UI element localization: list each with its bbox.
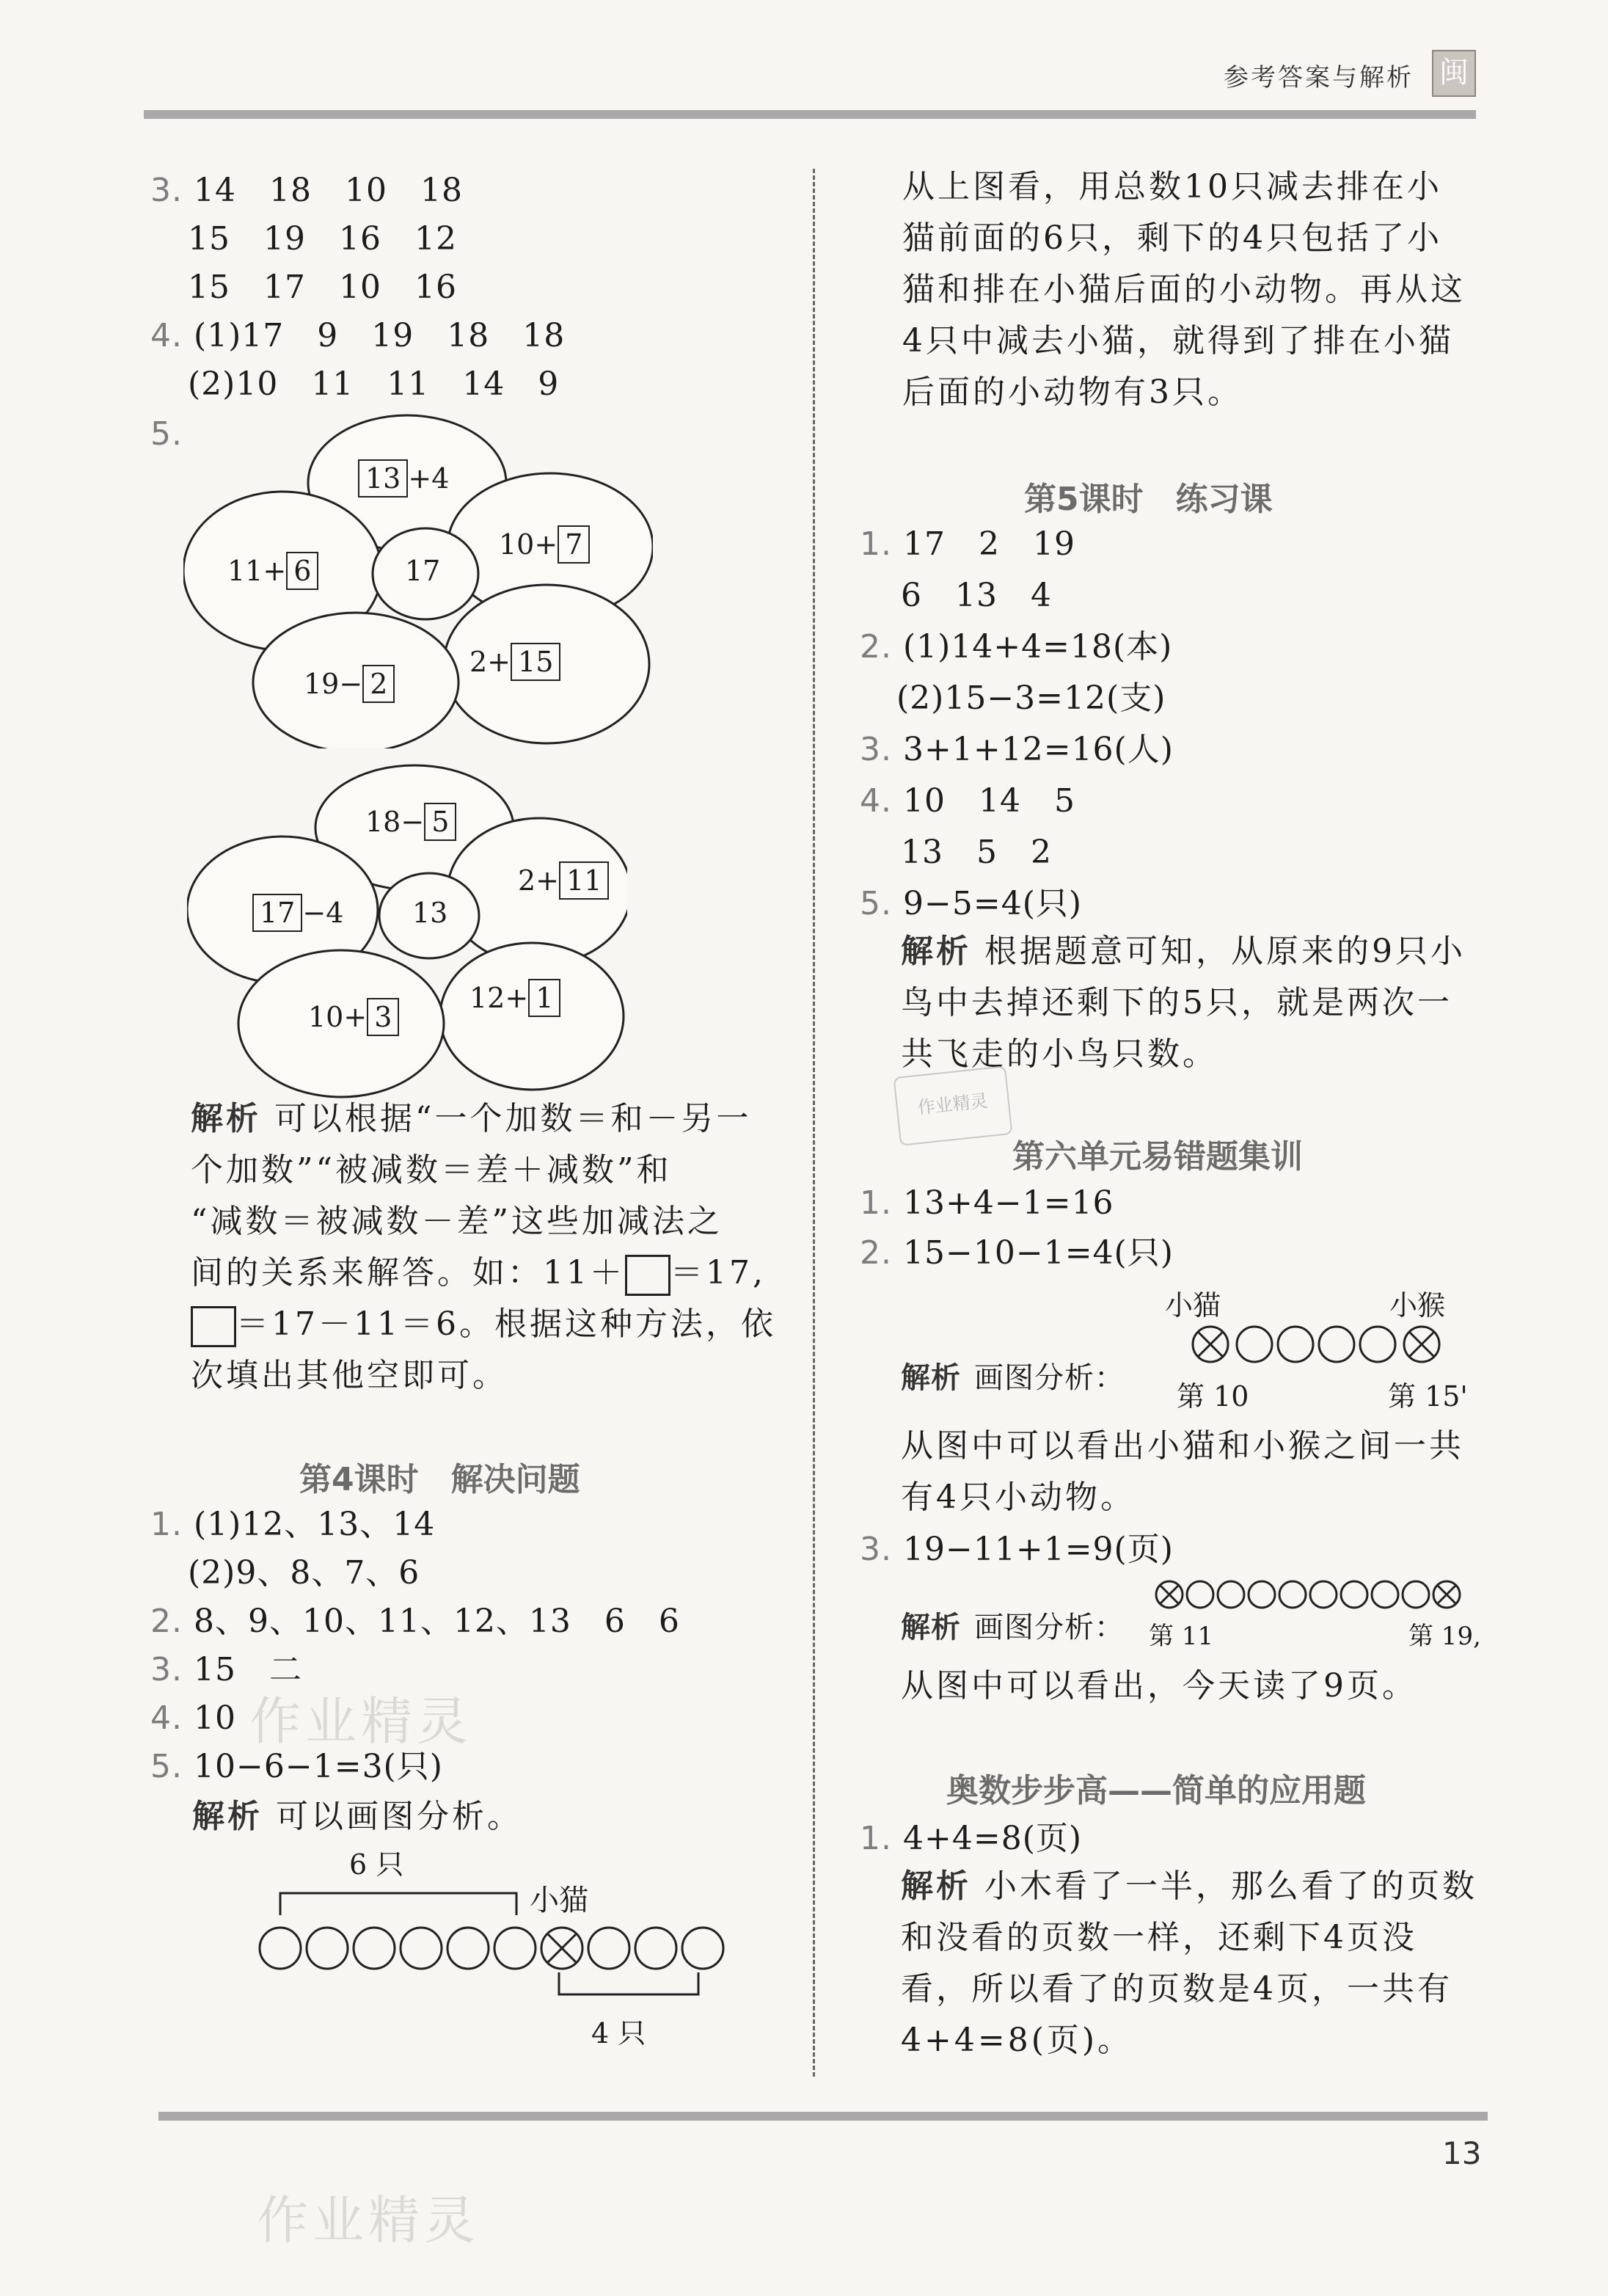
page-circle [1249, 1581, 1275, 1608]
flower2-top-prefix: 18− [365, 806, 425, 838]
blank-box [625, 1255, 670, 1296]
flower1-left-prefix: 11+ [227, 555, 287, 587]
s5-q1-row2: 6 13 4 [901, 577, 1052, 614]
analysis-3-line1: 解析 根据题意可知，从原来的9只小 [901, 933, 1466, 970]
s6-q1: 1. 13+4−1=16 [860, 1184, 1114, 1222]
flower2-right-prefix: 2+ [518, 864, 560, 897]
analysis-1 [191, 1093, 778, 1402]
flower2-center [412, 897, 447, 929]
flower1-petal-left [227, 552, 318, 590]
animal-circle [494, 1928, 536, 1969]
analysis-3-line2: 鸟中去掉还剩下的5只，就是两次一 [901, 984, 1452, 1021]
s5-q1-row1: 17 2 19 [902, 525, 1075, 563]
diagram2-left-top: 小猫 [1165, 1289, 1221, 1322]
diagram1-cat-label: 小猫 [530, 1884, 588, 1917]
answer-box: 17 [252, 894, 302, 932]
diagram1-top-label: 6 只 [349, 1848, 404, 1881]
animal-circle [1278, 1327, 1313, 1362]
flower2-bl-prefix: 10+ [308, 1001, 368, 1033]
analysis-1-line2: 个加数”“被减数＝差＋减数”和 [191, 1151, 672, 1189]
right-intro [902, 161, 1489, 418]
s5-q5: 5. 9−5=4(只) [860, 885, 1083, 922]
flower2-petal-top [365, 803, 456, 841]
intro-line1: 从上图看，用总数10只减去排在小 [902, 168, 1442, 205]
diagram3-left-bottom: 第 11 [1149, 1622, 1214, 1651]
s5-q4-row2: 13 5 2 [901, 834, 1052, 871]
flower1-petal-top [358, 459, 449, 498]
answer-box: 2 [362, 665, 395, 703]
intro-line4: 4只中减去小猫，就得到了排在小猫 [902, 322, 1454, 360]
s4-q1-row2: (2)9、8、7、6 [188, 1554, 420, 1592]
bracket-top [280, 1893, 516, 1915]
diagram-2 [1188, 1321, 1452, 1368]
analysis-4 [901, 1421, 1488, 1523]
s4-q1-row1: (1)12、13、14 [193, 1506, 436, 1543]
flower2-petal-left [252, 894, 343, 932]
page-circle [1187, 1581, 1213, 1608]
analysis-4-line1: 从图中可以看出小猫和小猴之间一共 [901, 1427, 1464, 1465]
s4-q4: 4. 10 [150, 1699, 236, 1737]
column-divider [813, 169, 815, 2077]
s6-q2: 2. 15−10−1=4(只) [860, 1234, 1174, 1272]
page-circle [1279, 1581, 1306, 1608]
answer-box: 11 [559, 861, 609, 900]
header-title: 参考答案与解析 [1224, 63, 1414, 92]
intro-line2: 猫前面的6只，剩下的4只包括了小 [902, 219, 1442, 257]
analysis-2: 解析 可以画图分析。 [192, 1798, 522, 1835]
watermark: 作业精灵 [257, 2190, 480, 2251]
q3-row3: 15 17 10 16 [188, 269, 457, 306]
s5-q4-row1: 10 14 5 [902, 782, 1075, 820]
answer-box: 6 [286, 552, 318, 590]
analysis-1-line6: 次填出其他空即可。 [191, 1357, 508, 1394]
analysis-6-line2: 和没看的页数一样，还剩下4页没 [901, 1919, 1417, 1956]
answer-box: 13 [358, 459, 408, 498]
s5-q2-row2: (2)15−3=12(支) [896, 679, 1166, 717]
intro-line5: 后面的小动物有3只。 [902, 373, 1243, 411]
header-rule [144, 110, 1476, 119]
flower1-bl-prefix: 19− [304, 668, 363, 700]
left-q4 [150, 314, 565, 358]
diagram3-right-bottom: 第 19, [1408, 1622, 1481, 1651]
animal-circle [588, 1928, 629, 1969]
analysis-1-line5: ＝17－11＝6。根据这种方法，依 [191, 1299, 778, 1350]
q4-row2: (2)10 11 11 14 9 [188, 365, 560, 403]
answer-box: 3 [367, 998, 399, 1036]
animal-circle [1319, 1327, 1354, 1362]
s5-q2: 2. (1)14+4=18(本) [860, 628, 1173, 666]
flower2-br-prefix: 12+ [469, 982, 529, 1014]
animal-circle [260, 1928, 301, 1969]
s5-q2-row1: (1)14+4=18(本) [902, 628, 1173, 666]
q3-label: 3. [150, 172, 183, 209]
animal-circle [354, 1928, 395, 1969]
animal-circle [635, 1928, 676, 1969]
page-number: 13 [1442, 2135, 1482, 2171]
diagram-1 [249, 1878, 734, 2011]
analysis-4-head: 解析 画图分析： [901, 1361, 1125, 1395]
page-circle [1310, 1581, 1337, 1608]
flower2-center-text: 13 [412, 897, 448, 929]
animal-circle [1237, 1327, 1272, 1362]
animal-circle [447, 1928, 489, 1969]
q4-row1: (1)17 9 19 18 18 [193, 317, 566, 354]
header-badge [1432, 50, 1476, 97]
s4-q5: 5. 10−6−1=3(只) [150, 1748, 443, 1785]
analysis-tag: 解析 [191, 1100, 261, 1137]
s4-q2: 2. 8、9、10、11、12、13 6 6 [150, 1603, 680, 1640]
section-7-title: 奥数步步高——简单的应用题 [946, 1772, 1366, 1810]
flower1-br-prefix: 2+ [469, 646, 511, 678]
animal-circle [1360, 1327, 1395, 1362]
s5-q4: 4. 10 14 5 [860, 782, 1075, 820]
analysis-6-line1: 解析 小木看了一半，那么看了的页数 [901, 1867, 1477, 1905]
s6-q3: 3. 19−11+1=9(页) [860, 1531, 1174, 1568]
blank-box [191, 1306, 236, 1347]
s7-q1: 1. 4+4=8(页) [860, 1820, 1083, 1857]
diagram-3 [1155, 1578, 1463, 1611]
bracket-bottom [559, 1972, 698, 1994]
left-q3 [150, 169, 463, 213]
flower2-petal-bottom-right [469, 979, 560, 1017]
s4-q3: 3. 15 二 [150, 1651, 302, 1688]
flower2-left-suffix: −4 [302, 897, 344, 929]
answer-box: 7 [558, 525, 590, 564]
analysis-1-line4: 间的关系来解答。如：11＋ ＝17, [191, 1247, 778, 1299]
analysis-6 [901, 1861, 1502, 2066]
section-6-title: 第六单元易错题集训 [1012, 1138, 1303, 1176]
analysis-3 [901, 926, 1488, 1080]
flower1-petal-bottom-right [469, 643, 560, 681]
diagram2-right-top: 小猴 [1389, 1289, 1446, 1322]
flower1-top-suffix: +4 [408, 462, 450, 495]
q3-row2: 15 19 16 12 [188, 220, 457, 258]
flower2-petal-right [518, 861, 609, 900]
flower1-right-prefix: 10+ [499, 528, 558, 561]
animal-circle [401, 1928, 442, 1969]
section-6-stamp: 作业精灵 [893, 1065, 1013, 1146]
answer-box: 1 [528, 979, 560, 1017]
flower1-center [405, 555, 440, 587]
analysis-3-line3: 共飞走的小鸟只数。 [901, 1035, 1218, 1073]
page-circle [1372, 1581, 1398, 1608]
flower1-petal-bottom-left [304, 665, 395, 703]
footer-rule [158, 2112, 1488, 2121]
answer-box: 5 [424, 803, 456, 841]
analysis-5-head: 解析 画图分析： [901, 1611, 1125, 1644]
s4-q1: 1. (1)12、13、14 [150, 1506, 436, 1543]
analysis-1-line1: 解析 可以根据“一个加数＝和－另一 [191, 1100, 752, 1137]
animal-circle [307, 1928, 348, 1969]
analysis-1-line3: “减数＝被减数－差”这些加减法之 [191, 1203, 723, 1240]
section-4-title: 第4课时 解决问题 [299, 1461, 580, 1498]
diagram2-right-bottom: 第 15' [1388, 1380, 1468, 1413]
analysis-6-line4: 4+4=8(页)。 [901, 2022, 1133, 2059]
q5-label: 5. [150, 415, 183, 453]
flower1-petal-right [499, 525, 590, 564]
analysis-6-line3: 看，所以看了的页数是4页，一共有 [901, 1970, 1452, 2008]
header-badge-text: 闽 [1439, 56, 1469, 90]
q3-row1: 14 18 10 18 [193, 172, 463, 209]
analysis-5-line: 从图中可以看出，今天读了9页。 [901, 1667, 1417, 1705]
diagram2-left-bottom: 第 10 [1177, 1380, 1249, 1413]
answer-box: 15 [511, 643, 560, 681]
s5-q3: 3. 3+1+12=16(人) [860, 731, 1174, 768]
page-circle [1341, 1581, 1367, 1608]
q4-label: 4. [150, 317, 183, 354]
page-circle [1218, 1581, 1244, 1608]
intro-line3: 猫和排在小猫后面的小动物。再从这 [902, 271, 1466, 308]
flower1-center-text: 17 [405, 555, 441, 587]
diagram1-bottom-label: 4 只 [591, 2017, 646, 2049]
watermark: 作业精灵 [249, 1691, 472, 1752]
s5-q1: 1. 17 2 19 [860, 525, 1075, 563]
flower2-petal-bottom-left [308, 998, 399, 1036]
analysis-4-line2: 有4只小动物。 [901, 1479, 1136, 1516]
animal-circle [682, 1928, 723, 1969]
page-circle [1403, 1581, 1429, 1608]
section-5-title: 第5课时 练习课 [1024, 481, 1273, 518]
